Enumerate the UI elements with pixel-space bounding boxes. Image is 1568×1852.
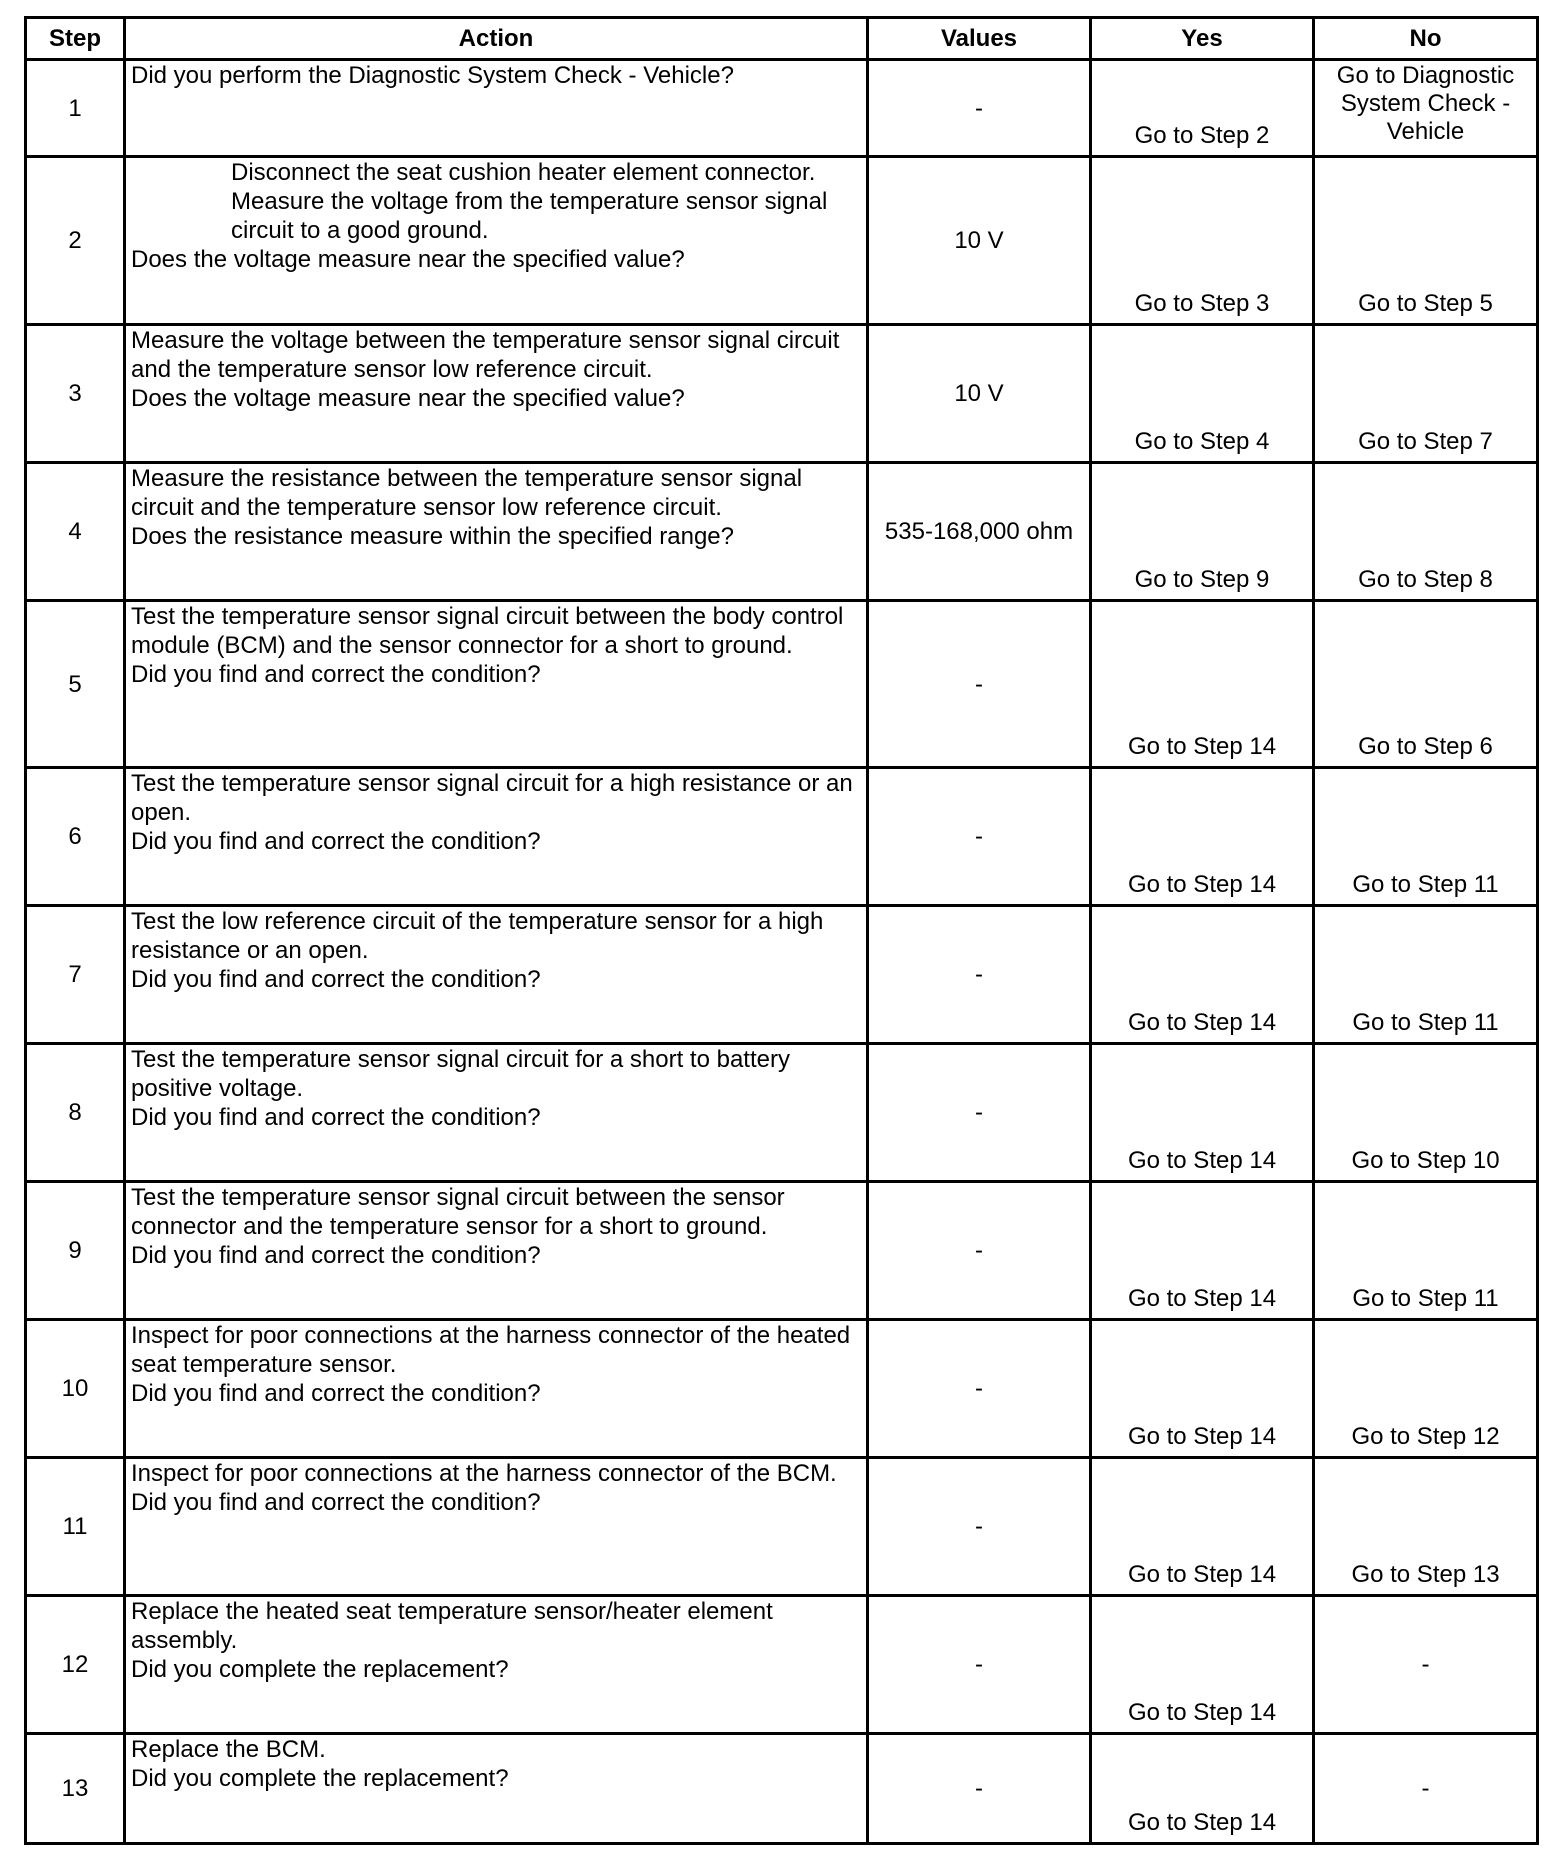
action-question: Did you find and correct the condition? bbox=[131, 1380, 541, 1407]
action-question: Did you complete the replacement? bbox=[131, 1765, 509, 1792]
table-row bbox=[26, 601, 1538, 768]
no-cell: - bbox=[1314, 1596, 1538, 1734]
header-step: Step bbox=[26, 18, 125, 60]
yes-cell: Go to Step 14 bbox=[1091, 768, 1314, 906]
action-cell bbox=[125, 157, 868, 325]
no-cell: Go to Diagnostic System Check - Vehicle bbox=[1314, 60, 1538, 157]
yes-cell: Go to Step 14 bbox=[1091, 1182, 1314, 1320]
table-row bbox=[26, 1596, 1538, 1734]
table-row bbox=[26, 1458, 1538, 1596]
action-question: Did you find and correct the condition? bbox=[131, 1489, 541, 1516]
no-cell: Go to Step 13 bbox=[1314, 1458, 1538, 1596]
step-number: 11 bbox=[26, 1458, 125, 1596]
yes-cell: Go to Step 14 bbox=[1091, 601, 1314, 768]
action-text: Did you perform the Diagnostic System Check - Vehicle? bbox=[131, 62, 734, 89]
no-cell: Go to Step 5 bbox=[1314, 157, 1538, 325]
yes-cell: Go to Step 4 bbox=[1091, 325, 1314, 463]
table-row bbox=[26, 1320, 1538, 1458]
yes-cell: Go to Step 14 bbox=[1091, 906, 1314, 1044]
action-cell bbox=[125, 1182, 868, 1320]
action-cell bbox=[125, 325, 868, 463]
no-cell: Go to Step 11 bbox=[1314, 906, 1538, 1044]
table-row bbox=[26, 1182, 1538, 1320]
action-cell bbox=[125, 1734, 868, 1844]
action-question: Did you find and correct the condition? bbox=[131, 966, 541, 993]
action-text: Test the low reference circuit of the temperature sensor for a high resistance or an open. bbox=[131, 908, 824, 964]
yes-cell: Go to Step 14 bbox=[1091, 1044, 1314, 1182]
step-number: 7 bbox=[26, 906, 125, 1044]
value-cell: - bbox=[868, 1044, 1091, 1182]
header-row bbox=[26, 18, 1538, 60]
table-row bbox=[26, 1734, 1538, 1844]
yes-cell: Go to Step 14 bbox=[1091, 1458, 1314, 1596]
no-cell: Go to Step 8 bbox=[1314, 463, 1538, 601]
table-row bbox=[26, 768, 1538, 906]
header-action: Action bbox=[125, 18, 868, 60]
action-text: Replace the BCM. bbox=[131, 1736, 326, 1763]
value-cell: 10 V bbox=[868, 325, 1091, 463]
value-cell: - bbox=[868, 1596, 1091, 1734]
action-text: Test the temperature sensor signal circuit for a short to battery positive voltage. bbox=[131, 1046, 790, 1102]
action-question: Does the resistance measure within the specified range? bbox=[131, 523, 734, 550]
action-text: Test the temperature sensor signal circuit for a high resistance or an open. bbox=[131, 770, 853, 826]
action-question: Did you complete the replacement? bbox=[131, 1656, 509, 1683]
no-cell: Go to Step 11 bbox=[1314, 1182, 1538, 1320]
action-text: Measure the resistance between the temperature sensor signal circuit and the temperature sensor low reference circuit. bbox=[131, 465, 803, 521]
step-number: 13 bbox=[26, 1734, 125, 1844]
action-cell bbox=[125, 906, 868, 1044]
value-cell: - bbox=[868, 906, 1091, 1044]
step-number: 12 bbox=[26, 1596, 125, 1734]
action-text: Disconnect the seat cushion heater element connector. Measure the voltage from the temperature sensor signal circuit to a good ground. bbox=[231, 159, 828, 244]
value-cell: - bbox=[868, 1182, 1091, 1320]
yes-cell: Go to Step 3 bbox=[1091, 157, 1314, 325]
action-question: Did you find and correct the condition? bbox=[131, 1242, 541, 1269]
table-row bbox=[26, 1044, 1538, 1182]
diagnostic-table bbox=[24, 16, 1539, 1845]
action-cell bbox=[125, 1320, 868, 1458]
value-cell: - bbox=[868, 1458, 1091, 1596]
yes-cell: Go to Step 9 bbox=[1091, 463, 1314, 601]
action-cell bbox=[125, 1458, 868, 1596]
action-cell bbox=[125, 768, 868, 906]
step-number: 1 bbox=[26, 60, 125, 157]
header-yes: Yes bbox=[1091, 18, 1314, 60]
table-row bbox=[26, 325, 1538, 463]
yes-cell: Go to Step 2 bbox=[1091, 60, 1314, 157]
header-no: No bbox=[1314, 18, 1538, 60]
table-row bbox=[26, 463, 1538, 601]
step-number: 6 bbox=[26, 768, 125, 906]
action-text: Measure the voltage between the temperature sensor signal circuit and the temperature sensor low reference circuit. bbox=[131, 327, 840, 383]
action-question: Did you find and correct the condition? bbox=[131, 828, 541, 855]
step-number: 2 bbox=[26, 157, 125, 325]
action-text: Test the temperature sensor signal circuit between the body control module (BCM) and the sensor connector for a short to ground. bbox=[131, 603, 844, 659]
step-number: 5 bbox=[26, 601, 125, 768]
step-number: 9 bbox=[26, 1182, 125, 1320]
action-cell bbox=[125, 601, 868, 768]
action-text: Test the temperature sensor signal circuit between the sensor connector and the temperature sensor for a short to ground. bbox=[131, 1184, 785, 1240]
step-number: 4 bbox=[26, 463, 125, 601]
action-cell bbox=[125, 60, 868, 157]
action-question: Did you find and correct the condition? bbox=[131, 661, 541, 688]
value-cell: - bbox=[868, 768, 1091, 906]
header-values: Values bbox=[868, 18, 1091, 60]
action-cell bbox=[125, 463, 868, 601]
action-question: Does the voltage measure near the specified value? bbox=[131, 246, 685, 273]
action-text: Inspect for poor connections at the harness connector of the BCM. bbox=[131, 1460, 837, 1487]
action-cell bbox=[125, 1044, 868, 1182]
yes-cell: Go to Step 14 bbox=[1091, 1734, 1314, 1844]
value-cell: - bbox=[868, 1320, 1091, 1458]
step-number: 8 bbox=[26, 1044, 125, 1182]
table-row bbox=[26, 906, 1538, 1044]
table-row bbox=[26, 157, 1538, 325]
no-cell: Go to Step 7 bbox=[1314, 325, 1538, 463]
no-cell: Go to Step 11 bbox=[1314, 768, 1538, 906]
value-cell: - bbox=[868, 601, 1091, 768]
yes-cell: Go to Step 14 bbox=[1091, 1320, 1314, 1458]
action-cell bbox=[125, 1596, 868, 1734]
value-cell: 10 V bbox=[868, 157, 1091, 325]
table-row bbox=[26, 60, 1538, 157]
no-cell: Go to Step 10 bbox=[1314, 1044, 1538, 1182]
value-cell: - bbox=[868, 1734, 1091, 1844]
action-text: Replace the heated seat temperature sensor/heater element assembly. bbox=[131, 1598, 773, 1654]
no-cell: - bbox=[1314, 1734, 1538, 1844]
action-text: Inspect for poor connections at the harness connector of the heated seat temperature sensor. bbox=[131, 1322, 851, 1378]
step-number: 10 bbox=[26, 1320, 125, 1458]
value-cell: - bbox=[868, 60, 1091, 157]
yes-cell: Go to Step 14 bbox=[1091, 1596, 1314, 1734]
value-cell: 535-168,000 ohm bbox=[868, 463, 1091, 601]
no-cell: Go to Step 6 bbox=[1314, 601, 1538, 768]
step-number: 3 bbox=[26, 325, 125, 463]
action-question: Does the voltage measure near the specified value? bbox=[131, 385, 685, 412]
no-cell: Go to Step 12 bbox=[1314, 1320, 1538, 1458]
action-question: Did you find and correct the condition? bbox=[131, 1104, 541, 1131]
